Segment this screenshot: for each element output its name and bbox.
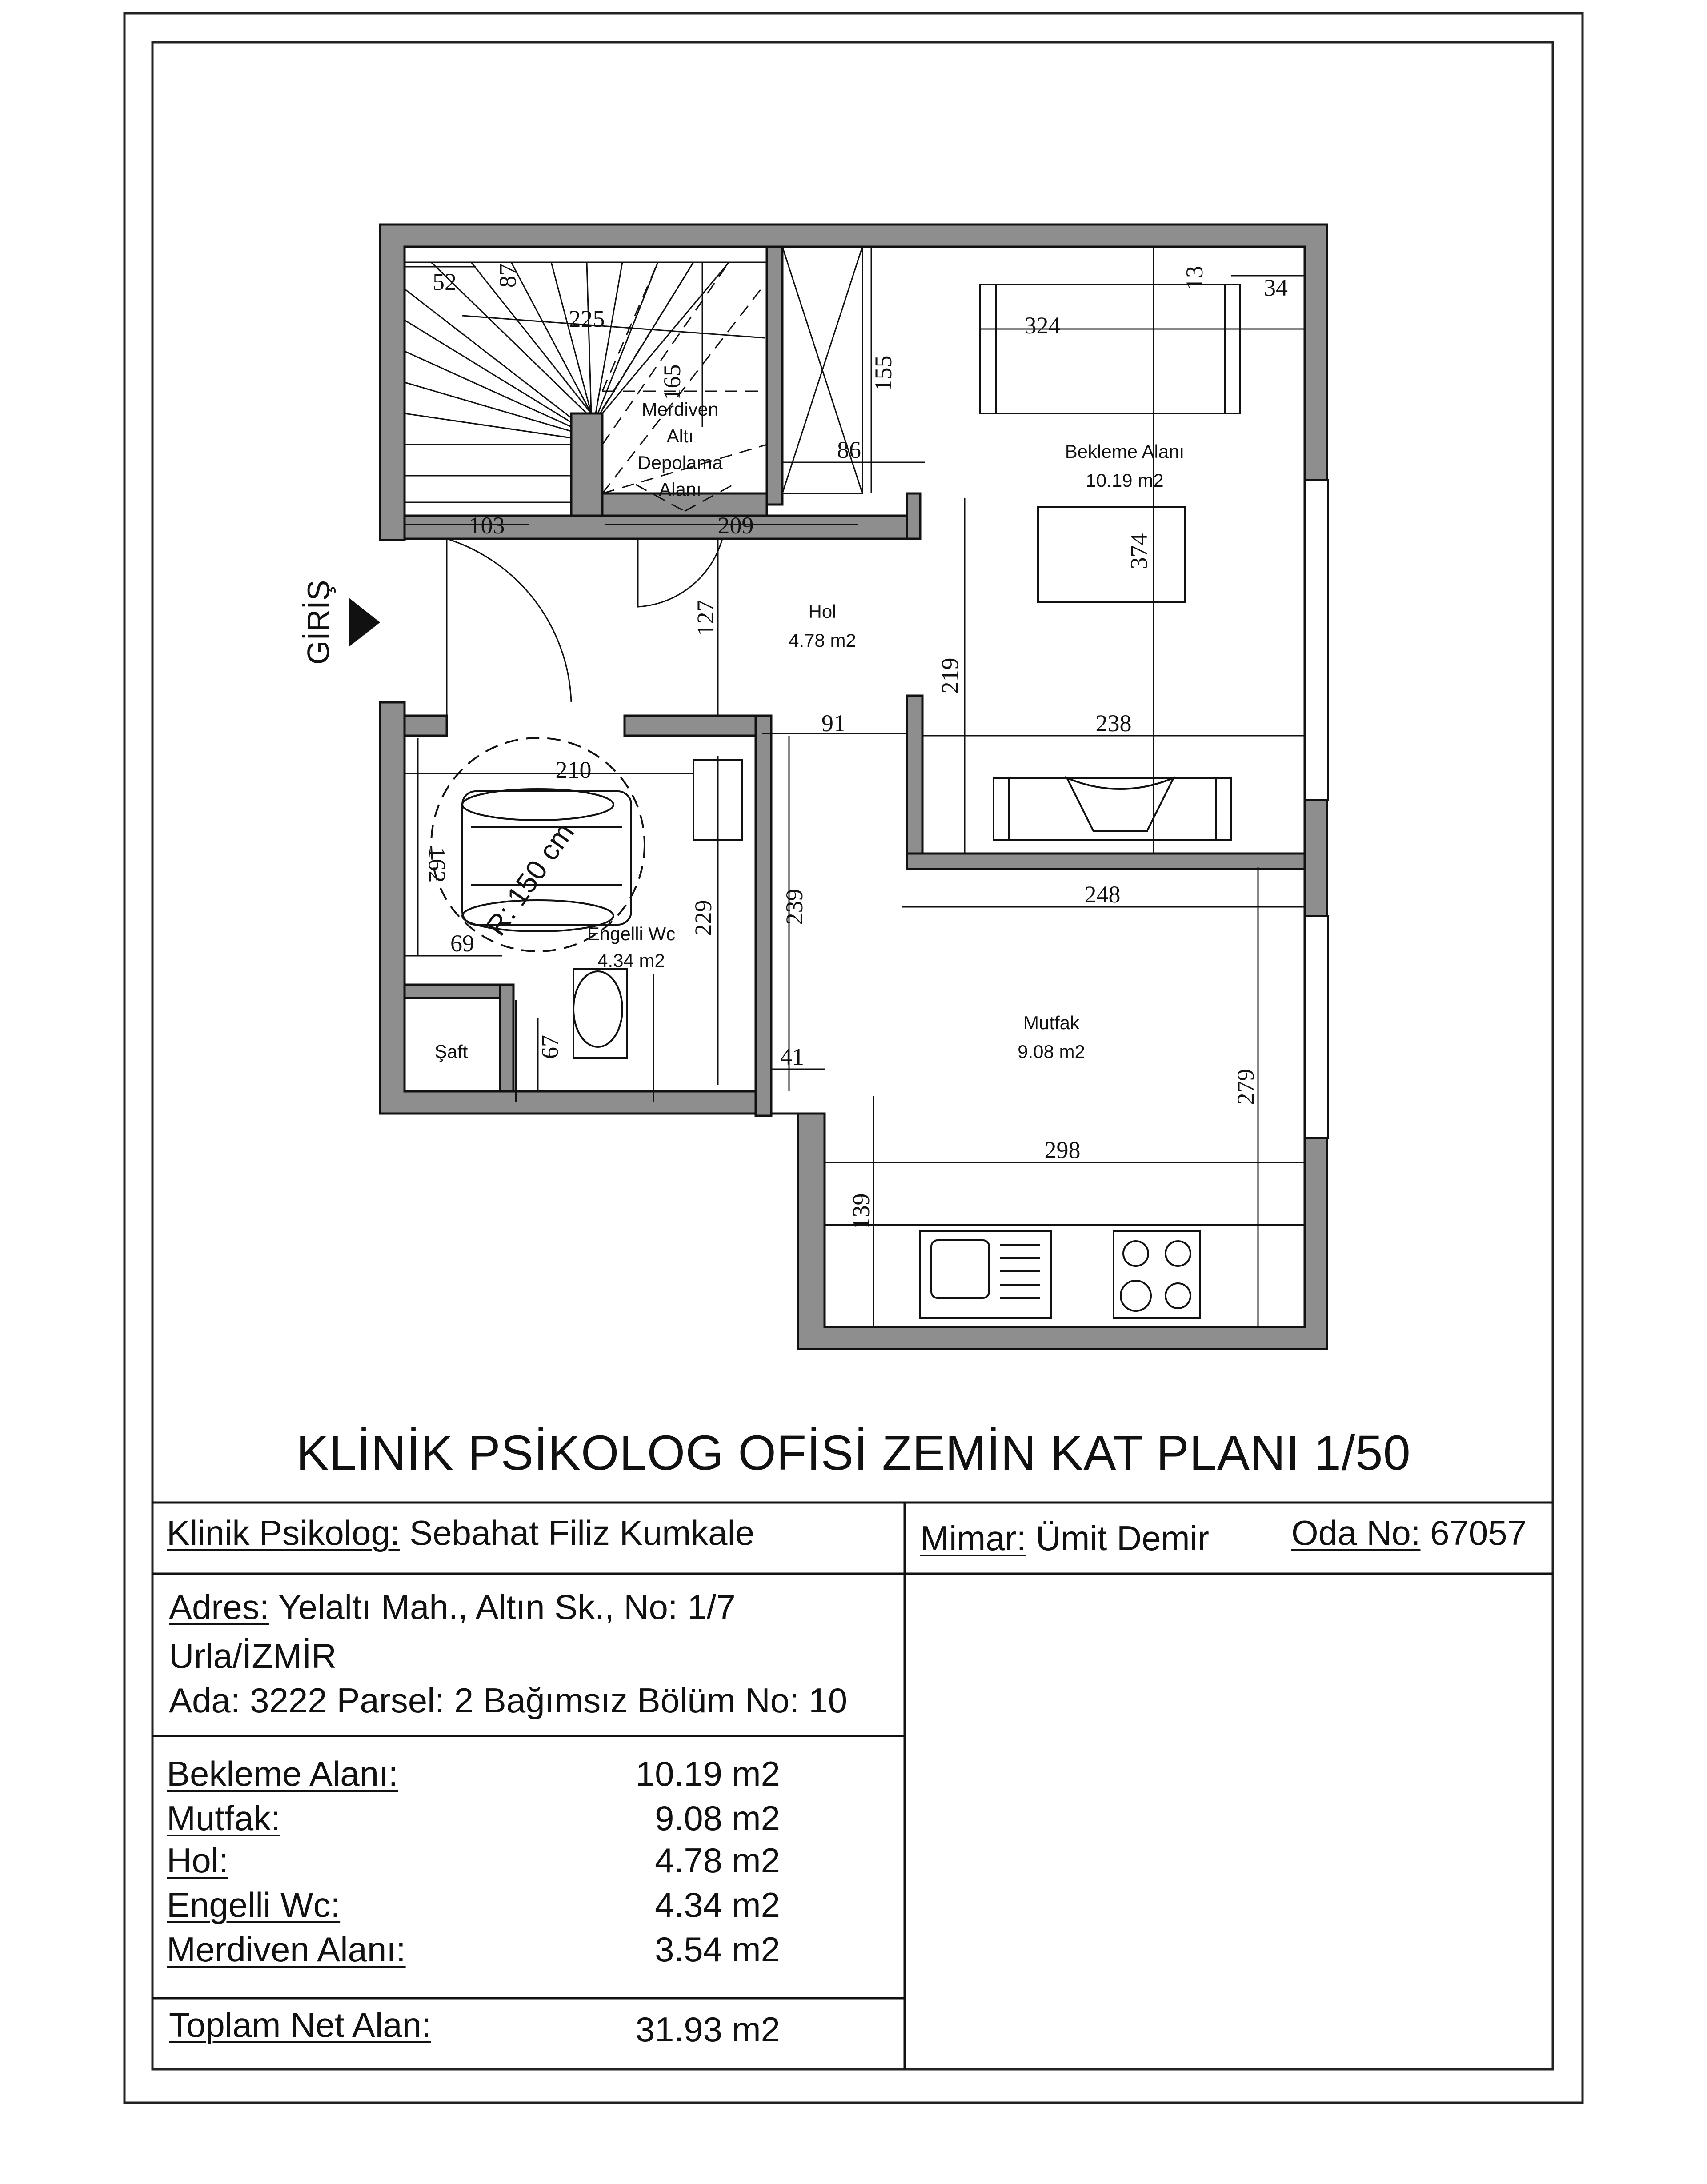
area-label-mutfak: Mutfak: [167,1799,280,1838]
mutfak-room-area: 9.08 m2 [1018,1041,1085,1062]
storage-label-line2: Altı [666,425,694,446]
chamber-row [1291,1513,1527,1553]
stair-storage-label [637,399,723,500]
dim-374: 374 [1126,533,1152,569]
dim-279: 279 [1232,1069,1259,1105]
dim-127: 127 [692,600,719,636]
drawing-title: KLİNİK PSİKOLOG OFİSİ ZEMİN KAT PLANI 1/50 [296,1426,1411,1480]
dim-209: 209 [717,512,754,539]
area-value-bekleme: 10.19 m2 [635,1754,780,1793]
dim-87: 87 [494,264,521,288]
dim-86: 86 [837,437,861,463]
dim-162: 162 [424,846,450,883]
address-label: Adres: [169,1587,269,1627]
dim-13: 13 [1181,266,1208,290]
wc-room-area: 4.34 m2 [597,950,665,971]
address-line2: Urla/İZMİR [169,1636,337,1675]
entrance-door [447,539,722,716]
dim-67: 67 [537,1035,563,1059]
dim-219: 219 [937,657,963,694]
dim-34: 34 [1264,274,1288,301]
total-area-value: 31.93 m2 [635,2010,780,2049]
dim-103: 103 [469,512,505,539]
dim-229: 229 [690,900,717,936]
area-value-wc: 4.34 m2 [655,1885,780,1924]
saft-label: Şaft [434,1041,468,1062]
hol-room-name: Hol [808,601,837,622]
dim-248: 248 [1084,881,1121,908]
storage-label-line1: Merdiven [641,399,719,420]
exterior-walls [380,224,1328,1349]
area-label-hol: Hol: [167,1841,228,1880]
area-value-mutfak: 9.08 m2 [655,1799,780,1838]
turning-radius-label: R: 150 cm [479,817,581,942]
chamber-label: Oda No: [1291,1513,1421,1552]
dim-52: 52 [433,268,457,295]
dim-298: 298 [1044,1137,1081,1163]
dim-69: 69 [450,930,474,957]
psychologist-label: Klinik Psikolog: [167,1513,400,1552]
dim-139: 139 [848,1193,874,1230]
bekleme-room-name: Bekleme Alanı [1065,441,1185,462]
dim-238: 238 [1095,710,1132,737]
area-label-bekleme: Bekleme Alanı: [167,1754,398,1793]
storage-label-line3: Depolama [637,452,723,473]
dim-155: 155 [870,355,897,392]
kitchen-counter [825,1225,1305,1318]
storage-label-line4: Alanı [659,479,701,500]
address-line3: Ada: 3222 Parsel: 2 Bağımsız Bölüm No: 10 [169,1681,848,1720]
area-label-merdiven: Merdiven Alanı: [167,1930,406,1969]
chamber-no: 67057 [1430,1513,1527,1552]
address-line1-row [169,1587,736,1627]
bekleme-furniture [980,285,1240,840]
psychologist-row [167,1513,754,1553]
architect-label: Mimar: [920,1519,1026,1558]
dim-239: 239 [781,889,808,925]
address-line1: Yelaltı Mah., Altın Sk., No: 1/7 [278,1587,736,1627]
area-label-wc: Engelli Wc: [167,1885,341,1924]
area-value-hol: 4.78 m2 [655,1841,780,1880]
wc-room-name: Engelli Wc [587,923,676,944]
dim-165: 165 [659,364,685,401]
dim-210: 210 [555,757,592,783]
bekleme-room-area: 10.19 m2 [1086,470,1164,491]
psychologist-name: Sebahat Filiz Kumkale [409,1513,755,1552]
dim-225: 225 [569,305,605,332]
hol-room-area: 4.78 m2 [789,630,856,651]
interior-walls [405,247,1305,1116]
total-area-label: Toplam Net Alan: [169,2005,431,2044]
entrance-arrow-icon [349,598,380,647]
architect-name: Ümit Demir [1035,1519,1209,1558]
entrance-label: GİRİŞ [301,580,336,665]
dimension-values [424,264,1288,1230]
architect-row [920,1518,1209,1559]
dim-41: 41 [780,1043,804,1070]
dim-324: 324 [1024,312,1061,339]
area-value-merdiven: 3.54 m2 [655,1930,780,1969]
mutfak-room-name: Mutfak [1023,1012,1080,1033]
dim-91: 91 [821,710,845,737]
